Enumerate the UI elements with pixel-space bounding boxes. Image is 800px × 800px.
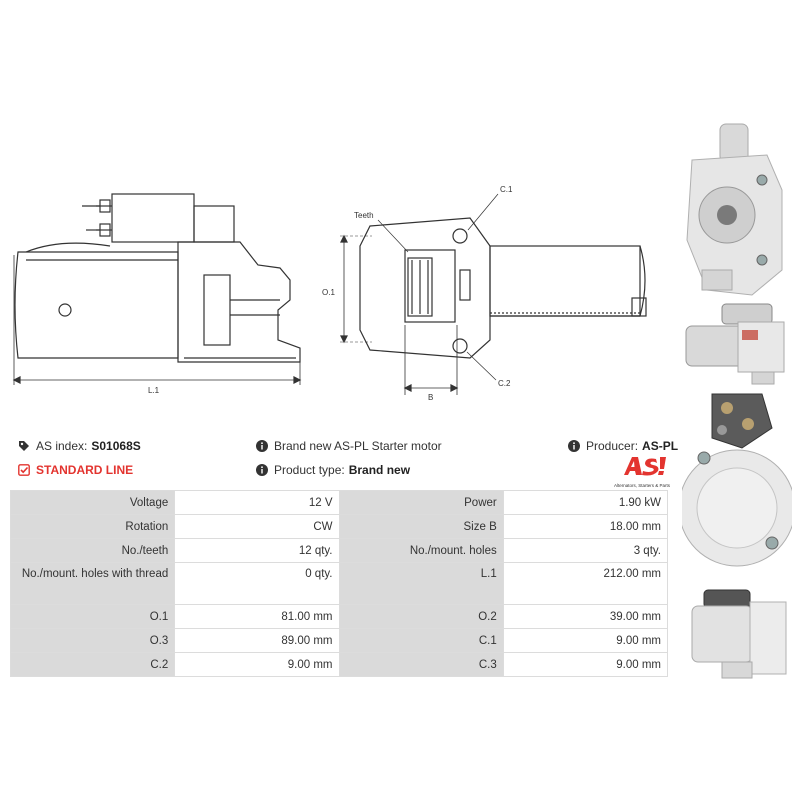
product-type-label: Product type: [274, 463, 345, 477]
tag-icon [18, 440, 30, 452]
info-icon [256, 464, 268, 476]
spec-row [11, 563, 668, 605]
solenoid-outline [112, 194, 194, 242]
motor-body-outline [15, 252, 178, 358]
product-type-row [256, 463, 410, 477]
spec-row [11, 629, 668, 653]
as-index-row [18, 439, 141, 453]
spec-label: No./mount. holes with thread [11, 563, 175, 605]
spec-value: 212.00 mm [503, 563, 667, 605]
standard-line-text: STANDARD LINE [36, 463, 134, 477]
spec-row [11, 605, 668, 629]
spec-value: 12 V [175, 491, 339, 515]
checkbox-icon [18, 464, 30, 476]
spec-label: Voltage [11, 491, 175, 515]
spec-value: 81.00 mm [175, 605, 339, 629]
spec-label: Power [339, 491, 503, 515]
spec-label: Size B [339, 515, 503, 539]
spec-label: C.2 [11, 653, 175, 677]
spec-row [11, 653, 668, 677]
mount-hole-c1 [453, 229, 467, 243]
spec-value: 0 qty. [175, 563, 339, 605]
drive-housing-outline [178, 242, 300, 362]
c1-label: C.1 [500, 185, 513, 194]
side-view-diagram [0, 180, 310, 405]
spec-label: C.3 [339, 653, 503, 677]
spec-value: 12 qty. [175, 539, 339, 563]
front-view-diagram [320, 180, 660, 405]
spec-label: C.1 [339, 629, 503, 653]
spec-value: 18.00 mm [503, 515, 667, 539]
logo-tagline: Alternators, Starters & Parts [613, 483, 670, 488]
spec-label: L.1 [339, 563, 503, 605]
spec-label: No./teeth [11, 539, 175, 563]
spec-value: 89.00 mm [175, 629, 339, 653]
spec-value: 9.00 mm [175, 653, 339, 677]
as-index-value: S01068S [91, 439, 141, 453]
spec-value: 39.00 mm [503, 605, 667, 629]
product-photo-side [682, 296, 792, 386]
producer-row [568, 439, 678, 453]
spec-label: No./mount. holes [339, 539, 503, 563]
teeth-label: Teeth [354, 211, 374, 220]
specs-table [10, 490, 668, 677]
producer-label: Producer: [586, 439, 639, 453]
spec-label: O.2 [339, 605, 503, 629]
spec-label: O.1 [11, 605, 175, 629]
dimension-o1-label: O.1 [322, 288, 335, 297]
info-icon [256, 440, 268, 452]
spec-label: Rotation [11, 515, 175, 539]
spec-value: CW [175, 515, 339, 539]
as-index-label: AS index: [36, 439, 88, 453]
spec-row [11, 515, 668, 539]
c2-label: C.2 [498, 379, 511, 388]
spec-value: 9.00 mm [503, 629, 667, 653]
spec-row [11, 491, 668, 515]
spec-value: 3 qty. [503, 539, 667, 563]
dimension-l1-label: L.1 [148, 386, 160, 395]
standard-line-row [18, 463, 133, 477]
description-row [256, 439, 442, 453]
product-photo-front [682, 120, 792, 305]
as-pl-logo-mark [608, 455, 670, 477]
as-pl-logo [608, 455, 670, 487]
spec-label: O.3 [11, 629, 175, 653]
motor-can-outline [490, 246, 640, 316]
mount-hole-c2 [453, 339, 467, 353]
description-text: Brand new AS-PL Starter motor [274, 439, 442, 453]
product-type-value: Brand new [348, 463, 411, 477]
producer-value: AS-PL [642, 439, 679, 453]
spec-value: 9.00 mm [503, 653, 667, 677]
product-photo-rear [682, 388, 792, 586]
spec-value: 1.90 kW [503, 491, 667, 515]
product-photo-angle [682, 588, 792, 683]
spec-row [11, 539, 668, 563]
info-icon [568, 440, 580, 452]
dimension-b-label: B [428, 393, 434, 402]
